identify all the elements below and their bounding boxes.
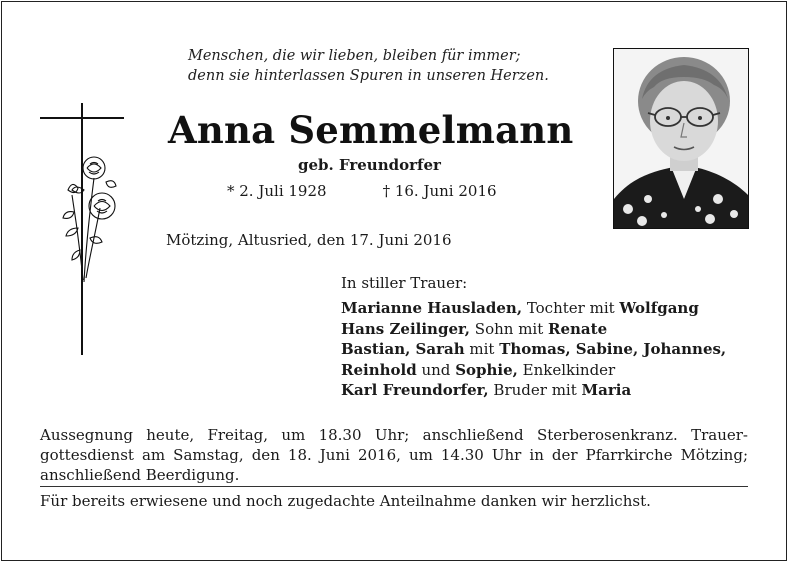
- mourner-name: Wolfgang: [619, 299, 699, 317]
- mourner-name: Hans Zeilinger,: [341, 319, 471, 338]
- portrait-photo: [613, 48, 749, 229]
- mourner-relation: Enkelkinder: [517, 360, 616, 379]
- thanks-line: Für bereits erwiesene und noch zugedachte Anteilnahme danken wir herzlichst.: [40, 492, 651, 510]
- mourner-relation: und: [416, 360, 456, 379]
- quote-line-2: denn sie hinterlassen Spuren in unseren Herzen.: [188, 68, 549, 84]
- mourners-list: [341, 298, 726, 401]
- mourner-name: Marianne Hausladen,: [341, 299, 523, 317]
- mourner-name: Karl Freundorfer,: [341, 381, 489, 399]
- memorial-quote: [188, 46, 549, 86]
- mourner-name: Thomas, Sabine, Johannes,: [499, 340, 727, 358]
- mourner-line: [341, 380, 726, 401]
- mourner-relation: mit: [464, 340, 500, 358]
- mourner-relation: Tochter mit: [522, 299, 620, 317]
- mourner-name: Reinhold: [341, 360, 417, 379]
- place-date: Mötzing, Altusried, den 17. Juni 2016: [166, 231, 452, 249]
- divider: [40, 486, 748, 487]
- mourner-line: [341, 360, 726, 381]
- mourner-line: [341, 298, 726, 319]
- cross-icon-horizontal: [40, 117, 124, 119]
- deceased-name: Anna Semmelmann: [168, 108, 574, 152]
- roses-icon: [60, 150, 124, 290]
- birth-name: geb. Freundorfer: [298, 156, 441, 174]
- portrait-image: [614, 49, 748, 228]
- quote-line-1: Menschen, die wir lieben, bleiben für immer;: [188, 48, 521, 64]
- mourner-name: Sophie,: [455, 360, 518, 379]
- life-dates: [227, 182, 497, 200]
- birth-date: * 2. Juli 1928: [227, 182, 327, 200]
- mourner-line: [341, 319, 726, 340]
- mourner-name: Renate: [548, 319, 608, 338]
- mourner-line: [341, 339, 726, 360]
- mourner-name: Bastian, Sarah: [341, 340, 465, 358]
- mourning-heading: In stiller Trauer:: [341, 274, 468, 292]
- mourner-relation: Sohn mit: [470, 319, 549, 338]
- death-date: † 16. Juni 2016: [382, 182, 497, 200]
- mourner-name: Maria: [581, 381, 632, 399]
- mourner-relation: Bruder mit: [488, 381, 582, 399]
- funeral-notice: Aussegnung heute, Freitag, um 18.30 Uhr; anschließend Sterberosenkranz. Trauer-gottesdienst am Samstag, den 18. Juni 2016, um 14.30 Uhr in der Pfarrkirche Mötzing; anschließend Beerdigung.: [40, 426, 748, 484]
